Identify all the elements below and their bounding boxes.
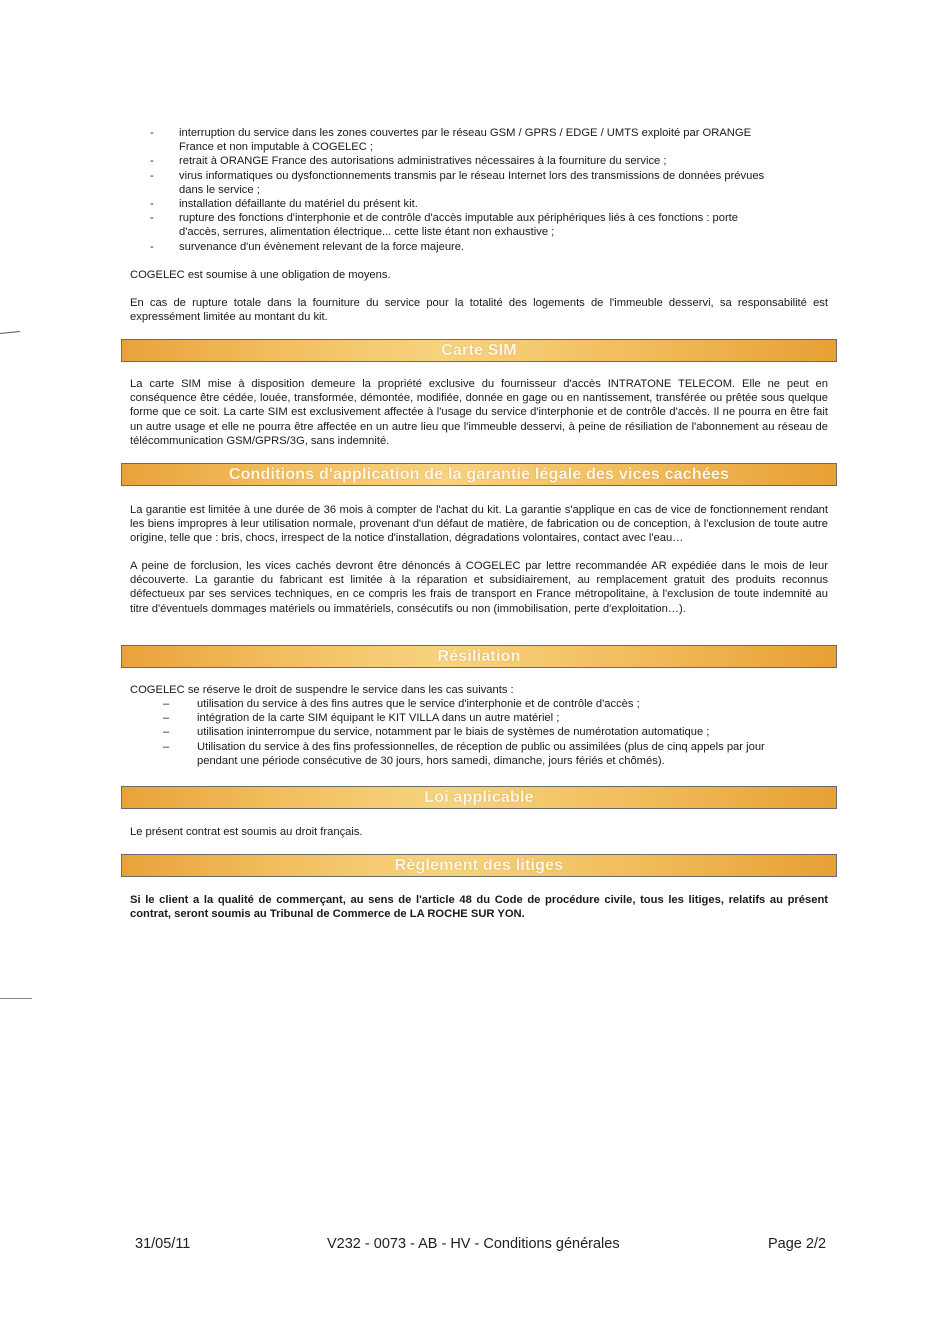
list-dash: –: [163, 698, 170, 710]
list-bullet: -: [150, 169, 154, 182]
scan-mark-left-bottom: [0, 998, 32, 999]
list-bullet: -: [150, 127, 154, 139]
section-banner-carte-sim: [121, 339, 837, 362]
carte-sim-text: La carte SIM mise à disposition demeure la propriété exclusive du fournisseur d'accès INTRATONE TELECOM. Elle ne peut en conséquence être cédée, louée, transformée, démontée, modifiée, donnée en gage ou en nantissement, transférée ou prêtée sous quelque forme que ce soit. La carte SIM est exclusivement affectée à l'usage du service d'interphonie et de contrôle d'accès. Il ne pourra en être fait un autre usage et elle ne pourra être affectée en un autre lieu que l'immeuble desservi, à peine de résiliation de l'abonnement au réseau de télécommunication GSM/GPRS/3G, sans indemnité.: [130, 378, 828, 447]
list-item: - virus informatiques ou dysfonctionnements transmis par le réseau Internet lors des transmissions de données prévues dans le service ;: [150, 169, 765, 196]
liability-exclusion-list: [150, 126, 830, 254]
garantie-text-2: A peine de forclusion, les vices cachés devront être dénoncés à COGELEC par lettre recommandée AR expédiée dans le mois de leur découverte. La garantie du fabricant est limitée à la réparation et subsidiairement, au remplacement gratuit des produits reconnus défectueux par ses services techniques, en ce compris les frais de transport en France métropolitaine, à l'exclusion de toute indemnité au titre d'éventuels dommages matériels ou immatériels, consécutifs ou non (immobilisation, perte d'exploitation…).: [130, 560, 828, 615]
list-item: – utilisation ininterrompue du service, notamment par le biais de systèmes de numérotation automatique ;: [163, 726, 710, 739]
scan-mark-left-top: [0, 331, 20, 334]
rupture-text: En cas de rupture totale dans la fourniture du service pour la totalité des logements de l'immeuble desservi, sa responsabilité est expressément limitée au montant du kit.: [130, 297, 828, 324]
litiges-text: Si le client a la qualité de commerçant, au sens de l'article 48 du Code de procédure civile, tous les litiges, relatifs au présent contrat, seront soumis au Tribunal de Commerce de LA ROCHE SUR YON.: [130, 894, 828, 921]
list-item: – Utilisation du service à des fins professionnelles, de réception de public ou assimilées (plus de cinq appels par jour pendant une période consécutive de 30 jours, hors samedi, dimanche, jours fériés et chômés).: [163, 740, 765, 767]
list-item: – utilisation du service à des fins autres que le service d'interphonie et de contrôle d'accès ;: [163, 698, 640, 710]
list-item: - survenance d'un évènement relevant de la force majeure.: [150, 240, 465, 253]
section-title: Résiliation: [437, 647, 521, 665]
section-banner-garantie: [121, 463, 837, 486]
list-item: - rupture des fonctions d'interphonie et de contrôle d'accès imputable aux périphériques liés à ces fonctions : porte d'accès, serrures, alimentation électrique... cette liste étant non exhaustive ;: [150, 212, 739, 239]
section-banner-litiges: [121, 854, 837, 877]
loi-text: Le présent contrat est soumis au droit français.: [130, 826, 363, 838]
resiliation-intro: COGELEC se réserve le droit de suspendre le service dans les cas suivants :: [130, 684, 514, 696]
section-title: Conditions d'application de la garantie légale des vices cachées: [228, 465, 730, 483]
resiliation-list: [163, 697, 833, 768]
footer-date: 31/05/11: [135, 1236, 191, 1252]
list-dash: –: [163, 712, 170, 725]
list-item: - interruption du service dans les zones couvertes par le réseau GSM / GPRS / EDGE / UMTS exploité par ORANGE France et non imputable à COGELEC ;: [150, 127, 752, 154]
list-bullet: -: [150, 212, 154, 225]
section-banner-loi: [121, 786, 837, 809]
section-banner-resiliation: [121, 645, 837, 668]
obligation-text: COGELEC est soumise à une obligation de moyens.: [130, 269, 391, 281]
footer-reference: V232 - 0073 - AB - HV - Conditions générales: [327, 1236, 620, 1252]
list-dash: –: [163, 726, 170, 739]
section-title: Carte SIM: [441, 341, 517, 359]
section-title: Règlement des litiges: [394, 856, 564, 874]
garantie-text-1: La garantie est limitée à une durée de 36 mois à compter de l'achat du kit. La garantie s'applique en cas de vice de fonctionnement rendant les biens impropres à leur utilisation normale, provenant d'un défaut de matière, de fabrication ou de conception, à l'exclusion de toute autre origine, telle que : bris, chocs, irrespect de la notice d'installation, dégradations volontaires, contact avec l'eau…: [130, 504, 828, 545]
list-item: - installation défaillante du matériel du présent kit.: [150, 198, 418, 211]
list-bullet: -: [150, 240, 154, 253]
list-bullet: -: [150, 198, 154, 211]
list-item: - retrait à ORANGE France des autorisations administratives nécessaires à la fourniture du service ;: [150, 155, 667, 168]
footer-page-number: Page 2/2: [768, 1236, 827, 1252]
section-title: Loi applicable: [424, 788, 534, 806]
list-item: – intégration de la carte SIM équipant le KIT VILLA dans un autre matériel ;: [163, 712, 560, 725]
list-bullet: -: [150, 155, 154, 168]
list-dash: –: [163, 740, 170, 753]
